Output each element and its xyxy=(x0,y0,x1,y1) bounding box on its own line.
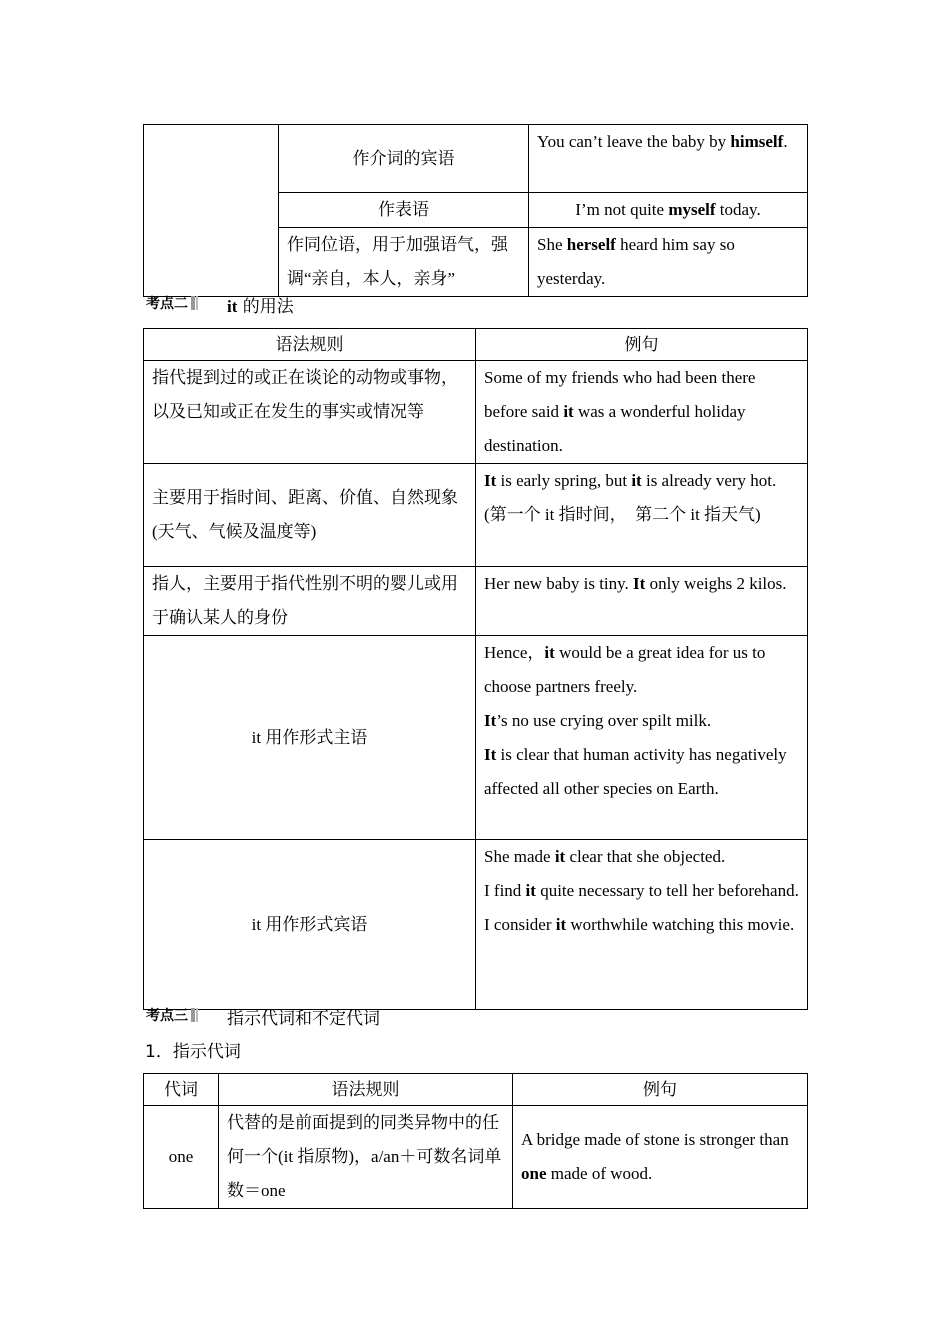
rule-cell: 作同位语，用于加强语气，强调“亲自，本人，亲身” xyxy=(279,228,529,297)
example-cell: A bridge made of stone is stronger than one made of wood. xyxy=(513,1106,808,1209)
section-title: it 的用法 xyxy=(227,297,294,317)
rule-cell: 指代提到过的或正在谈论的动物或事物，以及已知或正在发生的事实或情况等 xyxy=(144,361,476,464)
section-title: 指示代词和不定代词 xyxy=(227,1009,380,1029)
header-rule: 语法规则 xyxy=(144,329,476,361)
section-tag: 考点二 xyxy=(146,295,198,313)
example-cell: She herself heard him say so yesterday. xyxy=(529,228,808,297)
rule-cell: it 用作形式主语 xyxy=(144,636,476,840)
rule-cell: 作表语 xyxy=(279,193,529,228)
header-example: 例句 xyxy=(513,1074,808,1106)
example-cell: Some of my friends who had been there before said it was a wonderful holiday destination. xyxy=(476,361,808,464)
example-cell: I’m not quite myself today. xyxy=(529,193,808,228)
rule-cell: it 用作形式宾语 xyxy=(144,840,476,1010)
header-rule: 语法规则 xyxy=(219,1074,513,1106)
empty-category-cell xyxy=(144,125,279,297)
rule-cell: 作介词的宾语 xyxy=(279,125,529,193)
rule-cell: 代替的是前面提到的同类异物中的任何一个(it 指原物)，a/an＋可数名词单数＝one xyxy=(219,1106,513,1209)
example-cell: You can’t leave the baby by himself. xyxy=(529,125,808,193)
example-cell: She made it clear that she objected. I find it quite necessary to tell her beforehand. I consider it worthwhile watching this movie. xyxy=(476,840,808,1010)
reflexive-pronoun-table xyxy=(143,124,808,297)
demonstrative-pronoun-table xyxy=(143,1073,808,1209)
header-pronoun: 代词 xyxy=(144,1074,219,1106)
section-tag: 考点三 xyxy=(146,1007,198,1025)
example-cell: Hence，it would be a great idea for us to choose partners freely. It’s no use crying over spilt milk. It is clear that human activity has negatively affected all other species on Earth. xyxy=(476,636,808,840)
rule-cell: 主要用于指时间、距离、价值、自然现象(天气、气候及温度等) xyxy=(144,464,476,567)
header-example: 例句 xyxy=(476,329,808,361)
example-cell: It is early spring, but it is already very hot. (第一个 it 指时间， 第二个 it 指天气) xyxy=(476,464,808,567)
example-cell: Her new baby is tiny. It only weighs 2 kilos. xyxy=(476,567,808,636)
rule-cell: 指人，主要用于指代性别不明的婴儿或用于确认某人的身份 xyxy=(144,567,476,636)
subheading: 1．指示代词 xyxy=(145,1042,241,1062)
pronoun-cell: one xyxy=(144,1106,219,1209)
it-usage-table xyxy=(143,328,808,1010)
